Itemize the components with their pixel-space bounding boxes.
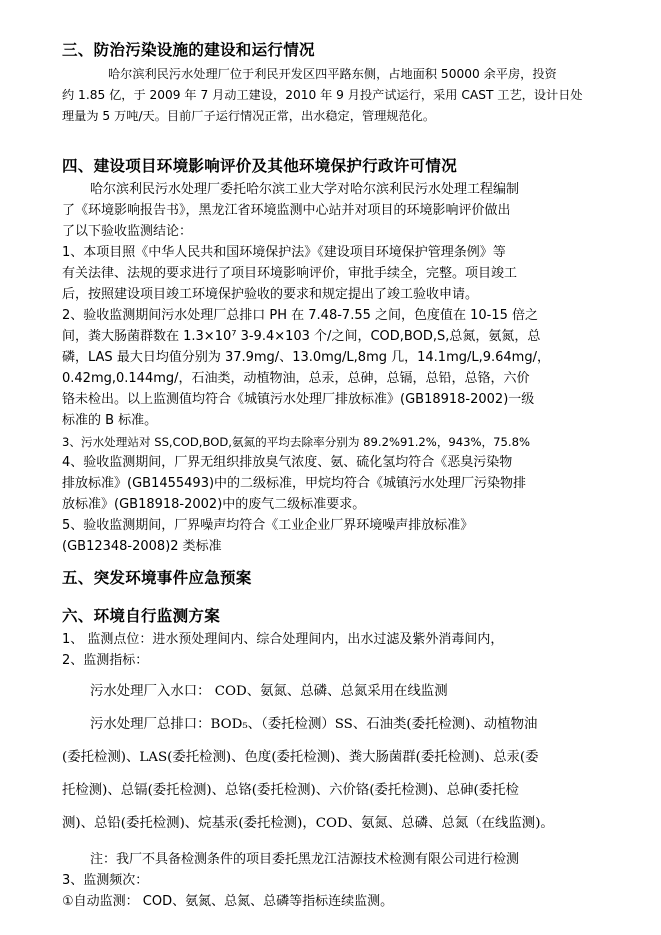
section-4-line-1: 哈尔滨利民污水处理厂委托哈尔滨工业大学对哈尔滨利民污水处理工程编制 — [90, 182, 520, 197]
section-3-line-3: 理量为 5 万吨/天。目前厂子运行情况正常，出水稳定，管理规范化。 — [62, 109, 436, 123]
section-4-line-17: 5、验收监测期间，厂界噪声均符合《工业企业厂界环境噪声排放标准》 — [62, 518, 474, 533]
section-4-line-18: (GB12348-2008)2 类标准 — [62, 539, 222, 554]
section-4-line-15: 排放标准》(GB1455493)中的二级标准，甲烷均符合《城镇污水处理厂污染物排 — [62, 476, 527, 491]
section-3-heading: 三、防治污染设施的建设和运行情况 — [62, 41, 315, 59]
section-4-line-6: 后，按照建设项目竣工环境保护验收的要求和规定提出了竣工验收申请。 — [62, 287, 479, 302]
section-4-line-4: 1、本项目照《中华人民共和国环境保护法》《建设项目环境保护管理条例》等 — [62, 245, 506, 260]
monitoring-indicators-line: 2、监测指标： — [62, 653, 149, 668]
section-3-line-2: 约 1.85 亿，于 2009 年 7 月动工建设，2010 年 9 月投产试运行，采用 CAST 工艺，设计日处 — [62, 88, 583, 102]
section-3-line-1: 哈尔滨利民污水处理厂位于利民开发区四平路东侧，占地面积 50000 余平房，投资 — [108, 67, 557, 81]
section-4-line-7: 2、验收监测期间污水处理厂总排口 PH 在 7.48-7.55 之间，色度值在 10-15 倍之 — [62, 308, 539, 323]
outlet-indicators-line-3: 托检测)、总镉(委托检测)、总铬(委托检测)、六价铬(委托检测)、总砷(委托检 — [62, 783, 519, 798]
section-4-line-10: 0.42mg,0.144mg/，石油类，动植物油，总汞，总砷，总镉，总铅，总铬，六价 — [62, 371, 530, 386]
monitoring-frequency-line: 3、监测频次： — [62, 873, 149, 888]
inlet-indicators-line: 污水处理厂入水口： COD、氨氮、总磷、总氮采用在线监测 — [90, 684, 448, 699]
section-4-heading: 四、建设项目环境影响评价及其他环境保护行政许可情况 — [62, 157, 458, 175]
section-4-line-14: 4、验收监测期间，厂界无组织排放臭气浓度、氨、硫化氢均符合《恶臭污染物 — [62, 455, 513, 470]
outlet-indicators-line-1: 污水处理厂总排口：BOD₅、（委托检测）SS、石油类(委托检测)、动植物油 — [90, 717, 538, 732]
section-4-line-9: 磷，LAS 最大日均值分别为 37.9mg/、13.0mg/L,8mg 几，14.1mg/L,9.64mg/， — [62, 350, 550, 365]
section-4-line-5: 有关法律、法规的要求进行了项目环境影响评价，审批手续全，完整。项目竣工 — [62, 266, 518, 281]
section-4-line-3: 了以下验收监测结论： — [62, 224, 193, 239]
section-4-line-11: 铬未检出。以上监测值均符合《城镇污水处理厂排放标准》(GB18918-2002)一级 — [62, 392, 535, 407]
section-4-line-12: 标准的 B 标准。 — [62, 413, 158, 428]
section-4-line-8: 间，粪大肠菌群数在 1.3×10⁷ 3-9.4×103 个/之间，COD,BOD,S,总氮，氨氮，总 — [62, 329, 541, 344]
automatic-monitoring-line: ①自动监测： COD、氨氮、总氮、总磷等指标连续监测。 — [62, 894, 394, 909]
section-4-line-13: 3、污水处理站对 SS,COD,BOD,氨氮的平均去除率分别为 89.2%91.2%，943%，75.8% — [62, 435, 530, 449]
outlet-indicators-line-2: (委托检测)、LAS(委托检测)、色度(委托检测)、粪大肠菌群(委托检测)、总汞(委 — [62, 750, 539, 765]
testing-note: 注：我厂不具备检测条件的项目委托黑龙江洁源技术检测有限公司进行检测 — [90, 852, 520, 867]
section-6-heading: 六、环境自行监测方案 — [62, 607, 221, 625]
section-4-line-2: 了《环境影响报告书》，黑龙江省环境监测中心站并对项目的环境影响评价做出 — [62, 203, 511, 218]
outlet-indicators-line-4: 测)、总铅(委托检测)、烷基汞(委托检测)，COD、氨氮、总磷、总氮（在线监测)。 — [62, 816, 554, 831]
section-5-heading: 五、突发环境事件应急预案 — [62, 569, 252, 587]
monitoring-points-line: 1、 监测点位：进水预处理间内、综合处理间内，出水过滤及紫外消毒间内， — [62, 632, 504, 647]
section-4-line-16: 放标准》(GB18918-2002)中的废气二级标准要求。 — [62, 497, 366, 512]
